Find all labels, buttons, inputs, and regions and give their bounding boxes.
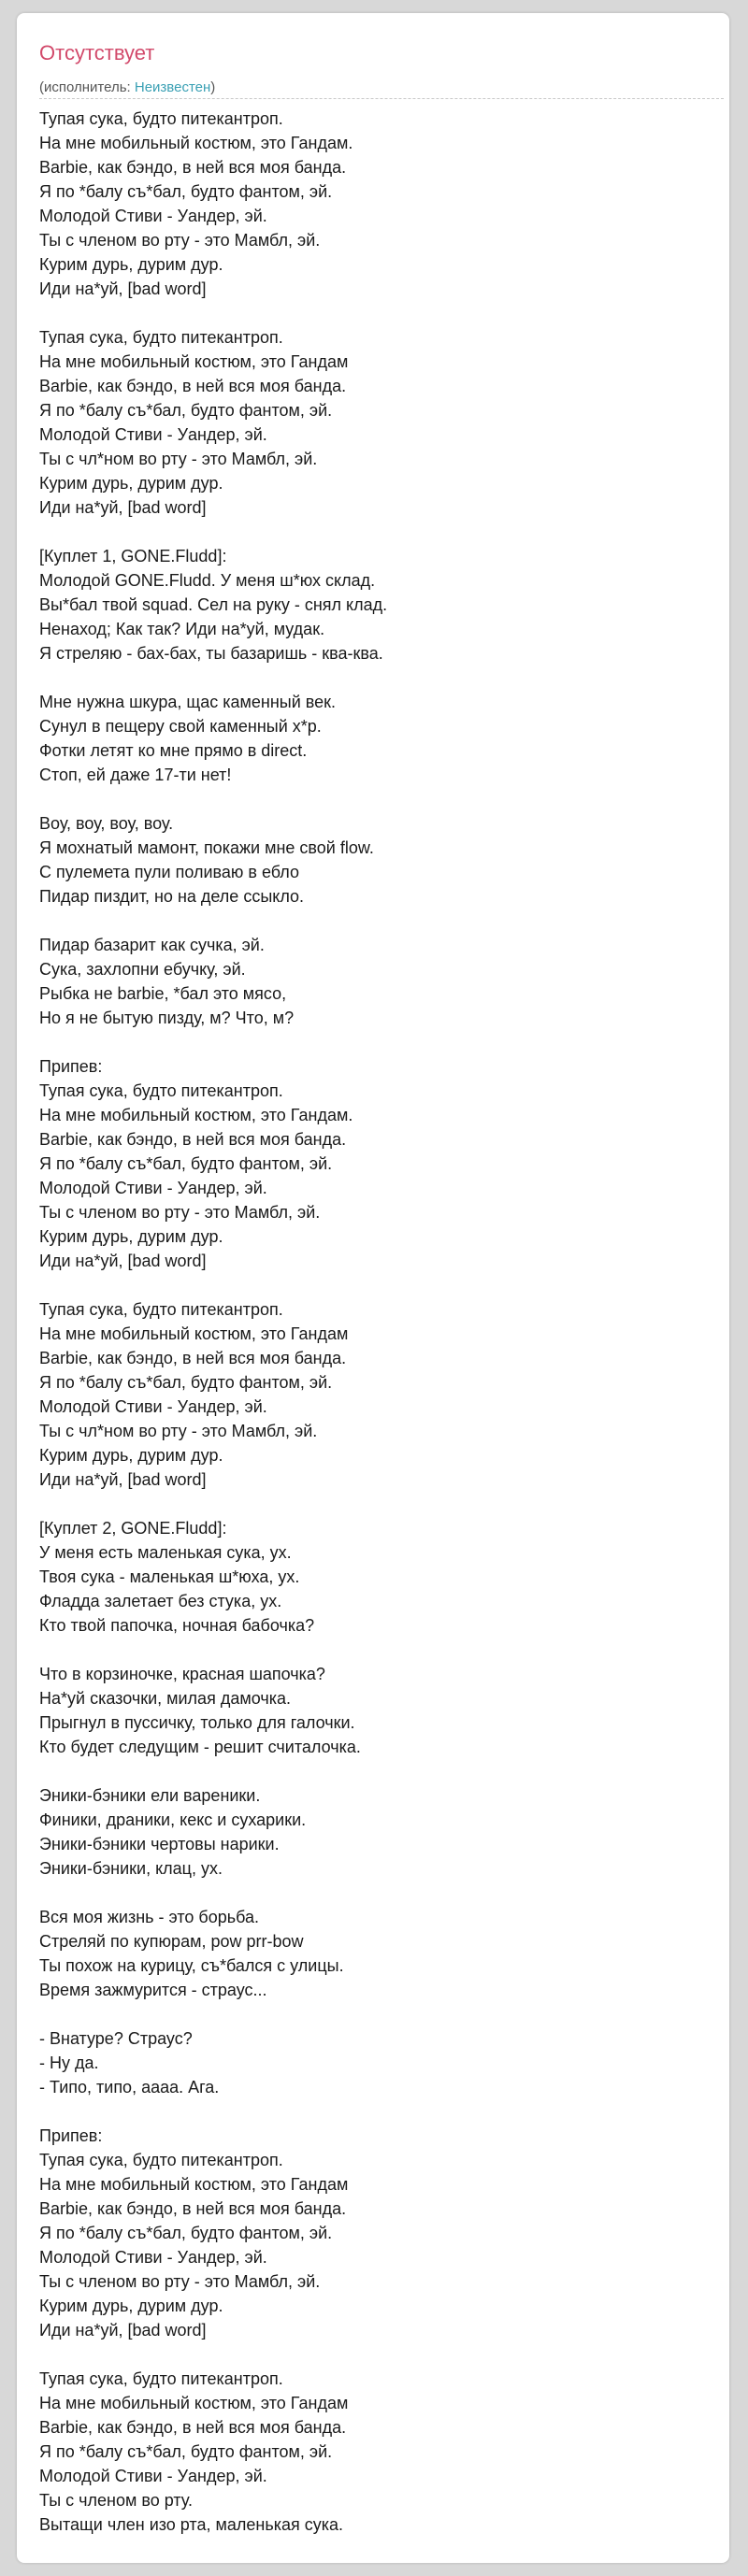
lyric-line: Иди на*уй, [bad word] <box>39 498 207 517</box>
lyric-line: Молодой Стиви - Уандер, эй. <box>39 1397 267 1416</box>
stanza-gap <box>39 1759 724 1783</box>
lyric-line: Молодой GONE.Fludd. У меня ш*юх склад. <box>39 571 376 590</box>
lyric-line: Кто твой папочка, ночная бабочка? <box>39 1616 315 1635</box>
lyric-line: - Типо, типо, аааа. Ага. <box>39 2078 220 2097</box>
lyric-line: Barbie, как бэндо, в ней вся моя банда. <box>39 1349 347 1367</box>
artist-link[interactable]: Неизвестен <box>134 79 211 95</box>
lyric-line: Курим дурь, дурим дур. <box>39 1227 223 1246</box>
lyric-line: Припев: <box>39 1057 103 1076</box>
lyric-line: Я по *балу съ*бал, будто фантом, эй. <box>39 182 333 201</box>
artist-suffix: ) <box>210 79 216 95</box>
lyric-line: Я по *балу съ*бал, будто фантом, эй. <box>39 401 333 420</box>
lyric-line: С пулемета пули поливаю в ебло <box>39 863 299 881</box>
lyric-line: Я по *балу съ*бал, будто фантом, эй. <box>39 1373 333 1392</box>
lyric-line: Barbie, как бэндо, в ней вся моя банда. <box>39 158 347 177</box>
stanza-gap <box>39 520 724 544</box>
artist-prefix: (исполнитель: <box>39 79 135 95</box>
lyric-line: Тупая сука, будто питекантроп. <box>39 328 283 347</box>
lyric-line: Barbie, как бэндо, в ней вся моя банда. <box>39 377 347 395</box>
lyric-line: - Ну да. <box>39 2054 99 2072</box>
lyric-line: Сука, захлопни ебучку, эй. <box>39 960 246 979</box>
lyric-line: Пидар пиздит, но на деле ссыкло. <box>39 887 305 906</box>
lyric-line: Эники-бэники ели вареники. <box>39 1786 261 1805</box>
lyric-line: Пидар базарит как сучка, эй. <box>39 936 265 954</box>
stanza-gap <box>39 1492 724 1516</box>
lyric-line: Но я не бытую пизду, м? Что, м? <box>39 1009 295 1027</box>
lyric-line: Что в корзиночке, красная шапочка? <box>39 1665 325 1683</box>
lyric-line: Иди на*уй, [bad word] <box>39 1470 207 1489</box>
lyric-line: Припев: <box>39 2126 103 2145</box>
lyric-line: На мне мобильный костюм, это Гандам. <box>39 134 353 152</box>
lyric-line: Кто будет следущим - решит считалочка. <box>39 1738 361 1756</box>
lyric-line: - Внатуре? Страус? <box>39 2029 193 2048</box>
lyric-line: Я по *балу съ*бал, будто фантом, эй. <box>39 1154 333 1173</box>
lyric-line: Иди на*уй, [bad word] <box>39 1252 207 1270</box>
lyric-line: Ты похож на курицу, съ*бался с улицы. <box>39 1956 344 1975</box>
lyric-line: Ты с чл*ном во рту - это Мамбл, эй. <box>39 450 318 468</box>
lyric-line: Ты с членом во рту. <box>39 2491 193 2510</box>
lyric-line: Иди на*уй, [bad word] <box>39 279 207 298</box>
lyric-line: Рыбка не barbie, *бал это мясо, <box>39 984 287 1003</box>
lyric-line: Молодой Стиви - Уандер, эй. <box>39 207 267 225</box>
lyric-line: Ты с членом во рту - это Мамбл, эй. <box>39 231 321 250</box>
title-divider <box>39 98 724 99</box>
lyric-line: Тупая сука, будто питекантроп. <box>39 2151 283 2169</box>
lyric-line: Прыгнул в пуссичку, только для галочки. <box>39 1713 355 1732</box>
stanza-gap <box>39 1030 724 1054</box>
lyric-line: Стреляй по купюрам, pow prr-bow <box>39 1932 304 1951</box>
lyric-line: Курим дурь, дурим дур. <box>39 474 223 493</box>
lyric-line: Я мохнатый мамонт, покажи мне свой flow. <box>39 838 374 857</box>
lyric-line: На мне мобильный костюм, это Гандам <box>39 2394 349 2412</box>
lyric-line: Курим дурь, дурим дур. <box>39 1446 223 1465</box>
lyric-line: Курим дурь, дурим дур. <box>39 2297 223 2315</box>
lyric-line: Финики, драники, кекс и сухарики. <box>39 1810 307 1829</box>
lyric-line: Тупая сука, будто питекантроп. <box>39 1081 283 1100</box>
lyric-line: Тупая сука, будто питекантроп. <box>39 2369 283 2388</box>
lyric-line: Вытащи член изо рта, маленькая сука. <box>39 2515 344 2534</box>
lyric-line: Ты с членом во рту - это Мамбл, эй. <box>39 1203 321 1222</box>
stanza-gap <box>39 787 724 811</box>
stanza-gap <box>39 1881 724 1905</box>
lyric-line: На мне мобильный костюм, это Гандам <box>39 352 349 371</box>
artist-line <box>39 79 215 97</box>
lyric-line: [Куплет 2, GONE.Fludd]: <box>39 1519 227 1538</box>
lyric-line: Время зажмурится - страус... <box>39 1981 267 1999</box>
stanza-gap <box>39 665 724 690</box>
lyric-line: Вся моя жизнь - это борьба. <box>39 1908 260 1926</box>
lyric-line: Ты с чл*ном во рту - это Мамбл, эй. <box>39 1422 318 1440</box>
lyric-line: Молодой Стиви - Уандер, эй. <box>39 2467 267 2485</box>
lyric-line: Я стреляю - бах-бах, ты базаришь - ква-ква. <box>39 644 383 663</box>
lyric-line: Тупая сука, будто питекантроп. <box>39 1300 283 1319</box>
lyric-line: На*уй сказочки, милая дамочка. <box>39 1689 291 1708</box>
lyric-line: Эники-бэники, клац, ух. <box>39 1859 223 1878</box>
lyric-line: Фладда залетает без стука, ух. <box>39 1592 282 1610</box>
lyric-line: Вы*бал твой squad. Сел на руку - снял клад. <box>39 595 388 614</box>
lyric-line: Курим дурь, дурим дур. <box>39 255 223 274</box>
stanza-gap <box>39 2099 724 2124</box>
lyric-line: Сунул в пещеру свой каменный х*р. <box>39 717 322 736</box>
lyric-line: Мне нужна шкура, щас каменный век. <box>39 693 337 711</box>
lyric-line: На мне мобильный костюм, это Гандам. <box>39 1106 353 1124</box>
lyric-line: Молодой Стиви - Уандер, эй. <box>39 2248 267 2267</box>
lyric-line: Стоп, ей даже 17-ти нет! <box>39 766 232 784</box>
lyric-line: [Куплет 1, GONE.Fludd]: <box>39 547 227 565</box>
stanza-gap <box>39 1638 724 1662</box>
lyric-line: Ненаход; Как так? Иди на*уй, мудак. <box>39 620 325 638</box>
lyric-line: Barbie, как бэндо, в ней вся моя банда. <box>39 2199 347 2218</box>
lyric-line: Твоя сука - маленькая ш*юха, ух. <box>39 1567 300 1586</box>
lyric-line: На мне мобильный костюм, это Гандам <box>39 1324 349 1343</box>
lyric-line: Ты с членом во рту - это Мамбл, эй. <box>39 2272 321 2291</box>
song-title: Отсутствует <box>39 41 155 64</box>
stanza-gap <box>39 2342 724 2367</box>
lyric-line: Эники-бэники чертовы нарики. <box>39 1835 280 1853</box>
lyric-line: Молодой Стиви - Уандер, эй. <box>39 1179 267 1197</box>
lyric-line: Barbie, как бэндо, в ней вся моя банда. <box>39 2418 347 2437</box>
stanza-gap <box>39 2002 724 2026</box>
lyric-line: Я по *балу съ*бал, будто фантом, эй. <box>39 2442 333 2461</box>
lyrics-card <box>17 13 729 2563</box>
lyric-line: Я по *балу съ*бал, будто фантом, эй. <box>39 2224 333 2242</box>
lyric-line: Barbie, как бэндо, в ней вся моя банда. <box>39 1130 347 1149</box>
stanza-gap <box>39 909 724 933</box>
lyric-line: Тупая сука, будто питекантроп. <box>39 109 283 128</box>
lyric-line: У меня есть маленькая сука, ух. <box>39 1543 292 1562</box>
lyric-line: На мне мобильный костюм, это Гандам <box>39 2175 349 2194</box>
lyric-line: Воу, воу, воу, воу. <box>39 814 174 833</box>
stanza-gap <box>39 301 724 325</box>
lyrics-body <box>39 107 724 2537</box>
lyric-line: Фотки летят ко мне прямо в direct. <box>39 741 308 760</box>
stanza-gap <box>39 1273 724 1297</box>
lyric-line: Иди на*уй, [bad word] <box>39 2321 207 2340</box>
lyric-line: Молодой Стиви - Уандер, эй. <box>39 425 267 444</box>
